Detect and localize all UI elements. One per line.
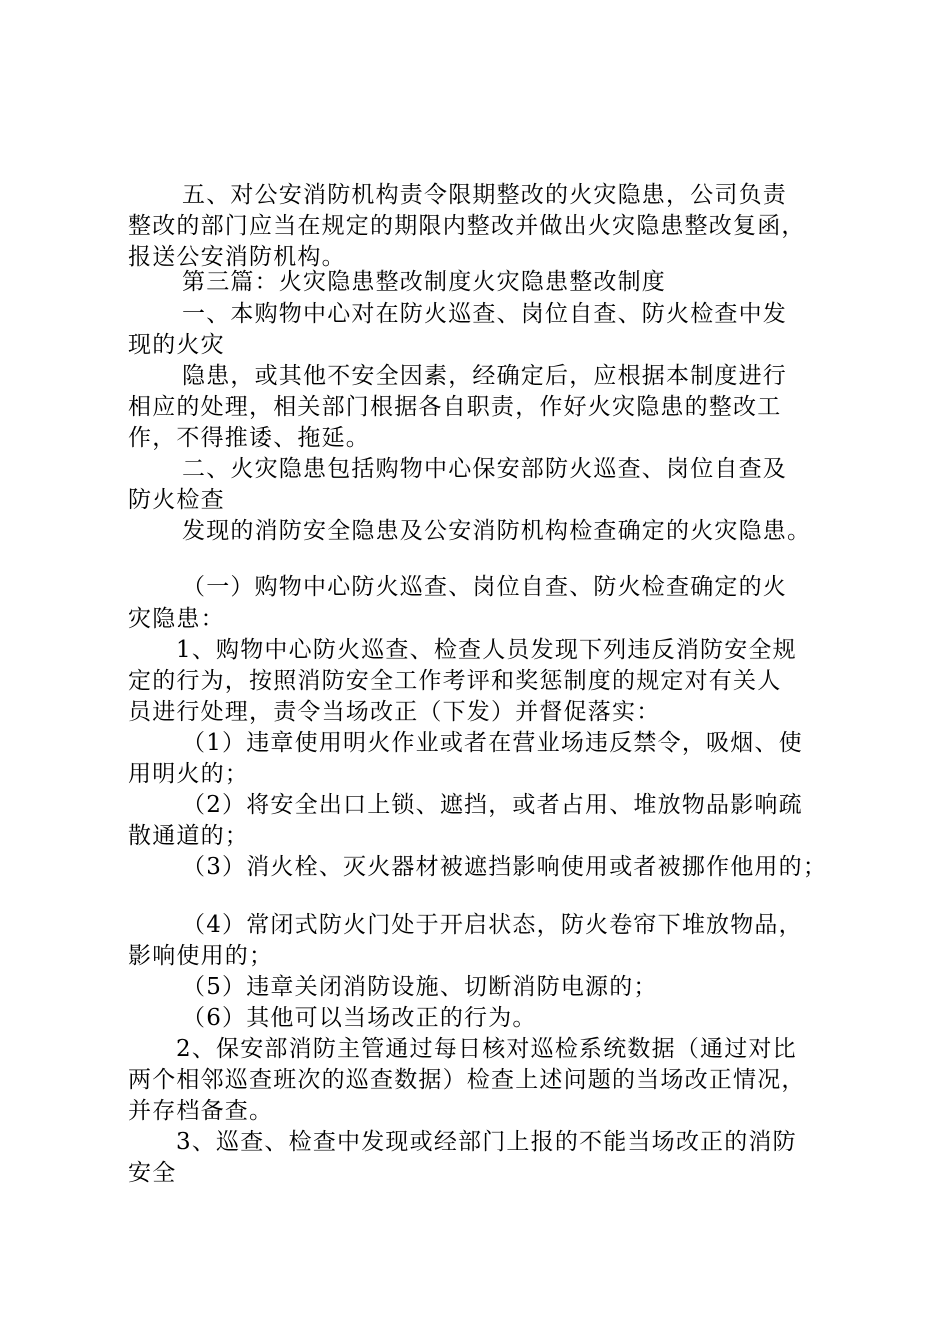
- text-line: 报送公安消防机构。: [128, 244, 346, 270]
- text-line: 隐患，或其他不安全因素，经确定后，应根据本制度进行: [182, 363, 787, 389]
- text-line: 一、本购物中心对在防火巡查、岗位自查、防火检查中发: [182, 301, 787, 327]
- text-line: （3）消火栓、灭火器材被遮挡影响使用或者被挪作他用的；: [182, 854, 828, 880]
- text-line: （5）违章关闭消防设施、切断消防电源的；: [182, 974, 658, 1000]
- text-line: 整改的部门应当在规定的期限内整改并做出火灾隐患整改复函，: [128, 213, 806, 239]
- text-line: 2、保安部消防主管通过每日核对巡检系统数据（通过对比: [176, 1036, 797, 1062]
- text-line: （4）常闭式防火门处于开启状态，防火卷帘下堆放物品，: [182, 912, 803, 938]
- text-line: 相应的处理，相关部门根据各自职责，作好火灾隐患的整改工: [128, 394, 782, 420]
- text-line: （1）违章使用明火作业或者在营业场违反禁令，吸烟、使: [182, 730, 803, 756]
- text-line: 防火检查: [128, 487, 225, 513]
- text-line: （6）其他可以当场改正的行为。: [182, 1005, 537, 1031]
- text-line: （2）将安全出口上锁、遮挡，或者占用、堆放物品影响疏: [182, 792, 803, 818]
- text-line: （一）购物中心防火巡查、岗位自查、防火检查确定的火: [182, 574, 787, 600]
- section-title: 第三篇：火灾隐患整改制度火灾隐患整改制度: [182, 269, 666, 295]
- text-line: 作，不得推诿、拖延。: [128, 425, 370, 451]
- text-line: 现的火灾: [128, 332, 225, 358]
- text-line: 3、巡查、检查中发现或经部门上报的不能当场改正的消防: [176, 1129, 797, 1155]
- text-line: 发现的消防安全隐患及公安消防机构检查确定的火灾隐患。: [182, 518, 812, 544]
- text-line: 两个相邻巡查班次的巡查数据）检查上述问题的当场改正情况，: [128, 1067, 806, 1093]
- text-line: 1、购物中心防火巡查、检查人员发现下列违反消防安全规: [176, 637, 797, 663]
- text-line: 散通道的；: [128, 823, 249, 849]
- text-line: 安全: [128, 1160, 177, 1186]
- text-line: 五、对公安消防机构责令限期整改的火灾隐患，公司负责: [182, 182, 787, 208]
- text-line: 二、火灾隐患包括购物中心保安部防火巡查、岗位自查及: [182, 456, 787, 482]
- text-line: 定的行为，按照消防安全工作考评和奖惩制度的规定对有关人: [128, 668, 782, 694]
- text-line: 员进行处理，责令当场改正（下发）并督促落实：: [128, 699, 661, 725]
- text-line: 并存档备查。: [128, 1098, 274, 1124]
- text-line: 灾隐患：: [128, 606, 225, 632]
- text-line: 用明火的；: [128, 761, 249, 787]
- text-line: 影响使用的；: [128, 943, 274, 969]
